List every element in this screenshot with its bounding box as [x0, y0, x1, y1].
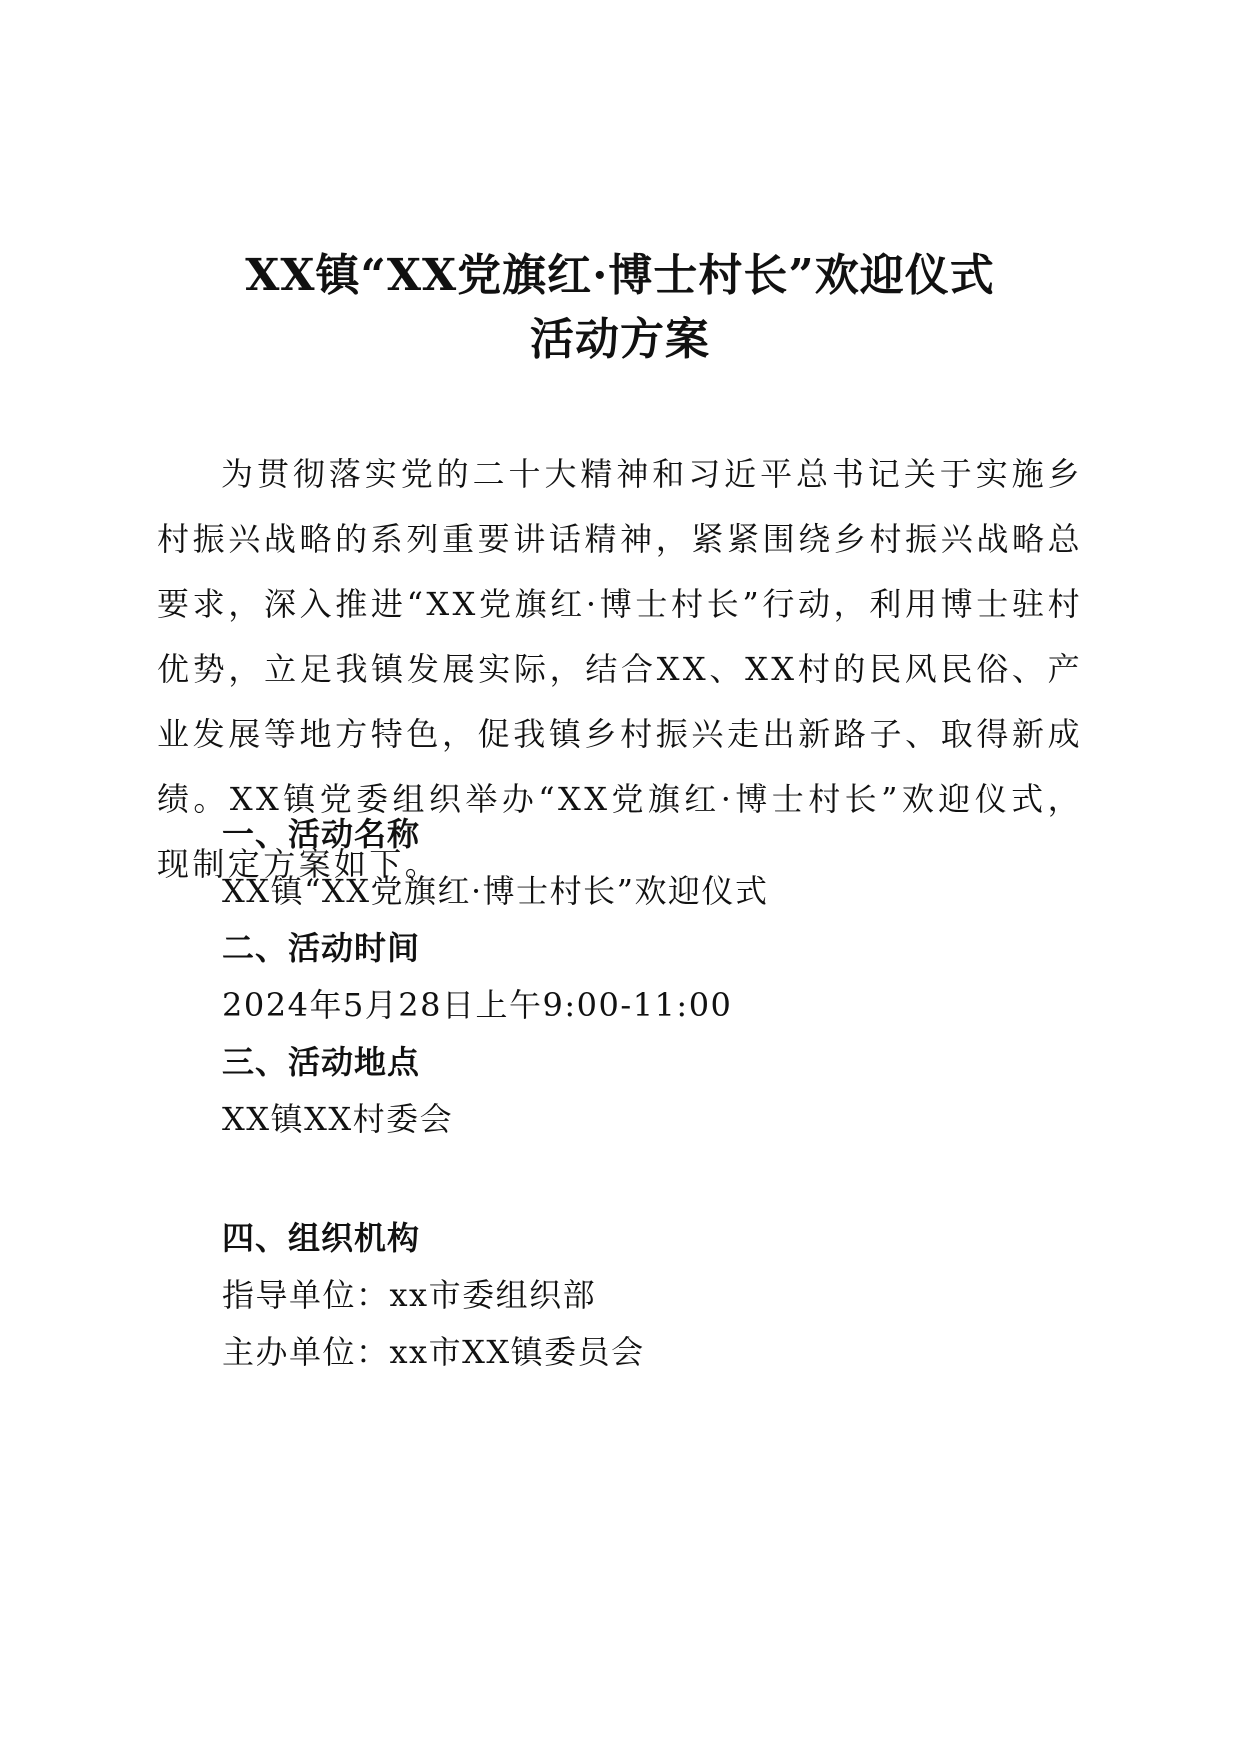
section-content-activity-location: XX镇XX村委会 [222, 1100, 454, 1138]
section-content-host-unit: 主办单位：xx市XX镇委员会 [222, 1333, 645, 1371]
section-content-activity-name: XX镇“XX党旗红·博士村长”欢迎仪式 [222, 872, 769, 910]
section-heading-activity-time: 二、活动时间 [222, 929, 421, 967]
section-heading-organization: 四、组织机构 [222, 1219, 421, 1257]
section-content-activity-time: 2024年5月28日上午9:00-11:00 [222, 986, 733, 1024]
section-heading-activity-name: 一、活动名称 [222, 815, 421, 853]
document-title-line-1: XX镇“XX党旗红·博士村长”欢迎仪式 [245, 250, 995, 301]
section-heading-activity-location: 三、活动地点 [222, 1043, 421, 1081]
intro-paragraph: 为贯彻落实党的二十大精神和习近平总书记关于实施乡村振兴战略的系列重要讲话精神，紧紧围绕乡村振兴战略总要求，深入推进“XX党旗红·博士村长”行动，利用博士驻村优势，立足我镇发展实际，结合XX、XX村的民风民俗、产业发展等地方特色，促我镇乡村振兴走出新路子、取得新成绩。XX镇党委组织举办“XX党旗红·博士村长”欢迎仪式，现制定方案如下。 [157, 455, 1083, 883]
section-content-guiding-unit: 指导单位：xx市委组织部 [222, 1276, 597, 1314]
document-title-line-2: 活动方案 [530, 314, 710, 365]
